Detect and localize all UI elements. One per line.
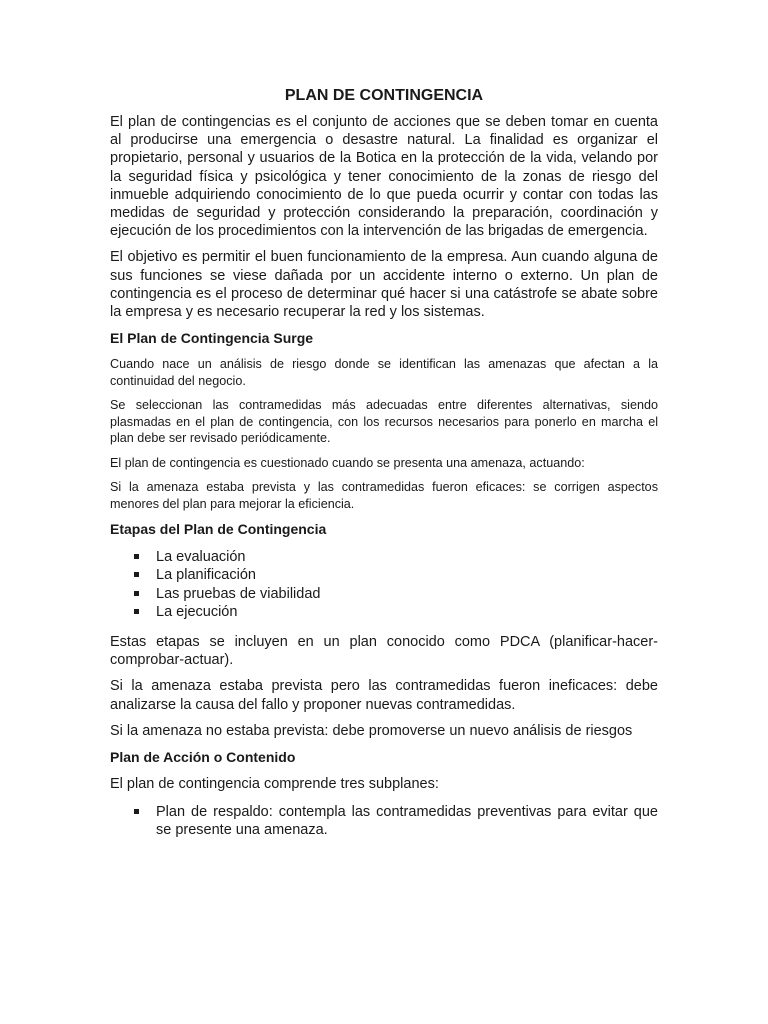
etapas-paragraph: Si la amenaza estaba prevista pero las contramedidas fueron ineficaces: debe analizarse la causa del fallo y proponer nuevas contramedidas. — [110, 678, 658, 713]
square-bullet-icon — [134, 591, 139, 596]
list-item-text: Plan de respaldo: contempla las contramedidas preventivas para evitar que se presente una amenaza. — [156, 804, 658, 839]
surge-paragraph: Si la amenaza estaba prevista y las contramedidas fueron eficaces: se corrigen aspectos menores del plan para mejorar la eficiencia. — [110, 480, 658, 511]
list-item — [110, 803, 658, 839]
surge-paragraph: Se seleccionan las contramedidas más adecuadas entre diferentes alternativas, siendo plasmadas en el plan de contingencia, con los recursos necesarios para ponerlo en marcha el plan debe ser revisado periódicamente. — [110, 398, 658, 446]
section-heading-etapas: Etapas del Plan de Contingencia — [110, 521, 327, 538]
square-bullet-icon — [134, 554, 139, 559]
list-item — [110, 548, 658, 566]
square-bullet-icon — [134, 572, 139, 577]
etapas-list — [110, 548, 658, 621]
list-item-text: La ejecución — [156, 603, 238, 620]
list-item — [110, 566, 658, 584]
square-bullet-icon — [134, 609, 139, 614]
intro-paragraph: El plan de contingencias es el conjunto de acciones que se deben tomar en cuenta al producirse una emergencia o desastre natural. La finalidad es organizar el propietario, personal y usuarios de la Botica en la protección de la vida, velando por la seguridad física y psicológica y tener conocimiento de la zonas de riesgo del inmueble adquiriendo conocimiento de lo que pueda ocurrir y contar con todas las medidas de seguridad y protección considerando la preparación, coordinación y ejecución de los procedimientos con la intervención de las brigadas de emergencia. — [110, 114, 658, 240]
surge-paragraph: El plan de contingencia es cuestionado cuando se presenta una amenaza, actuando: — [110, 455, 585, 470]
section-heading-surge: El Plan de Contingencia Surge — [110, 330, 314, 347]
list-item-text: Las pruebas de viabilidad — [156, 585, 321, 602]
document-title: PLAN DE CONTINGENCIA — [284, 87, 484, 104]
subplanes-list — [110, 803, 658, 839]
accion-paragraph: El plan de contingencia comprende tres subplanes: — [110, 776, 439, 793]
list-item-text: La planificación — [156, 567, 256, 584]
etapas-paragraph: Si la amenaza no estaba prevista: debe promoverse un nuevo análisis de riesgos — [110, 722, 633, 739]
surge-paragraph: Cuando nace un análisis de riesgo donde se identifican las amenazas que afectan a la continuidad del negocio. — [110, 357, 658, 388]
square-bullet-icon — [134, 809, 139, 814]
list-item — [110, 603, 658, 621]
list-item-text: La evaluación — [156, 549, 246, 566]
etapas-paragraph: Estas etapas se incluyen en un plan conocido como PDCA (planificar-hacer-comprobar-actuar). — [110, 634, 658, 669]
list-item — [110, 585, 658, 603]
intro-paragraph: El objetivo es permitir el buen funcionamiento de la empresa. Aun cuando alguna de sus funciones se viese dañada por un accidente interno o externo. Un plan de contingencia es el proceso de determinar qué hacer si una catástrofe se abate sobre la empresa y es necesario recuperar la red y los sistemas. — [110, 249, 658, 321]
section-heading-accion: Plan de Acción o Contenido — [110, 749, 296, 766]
